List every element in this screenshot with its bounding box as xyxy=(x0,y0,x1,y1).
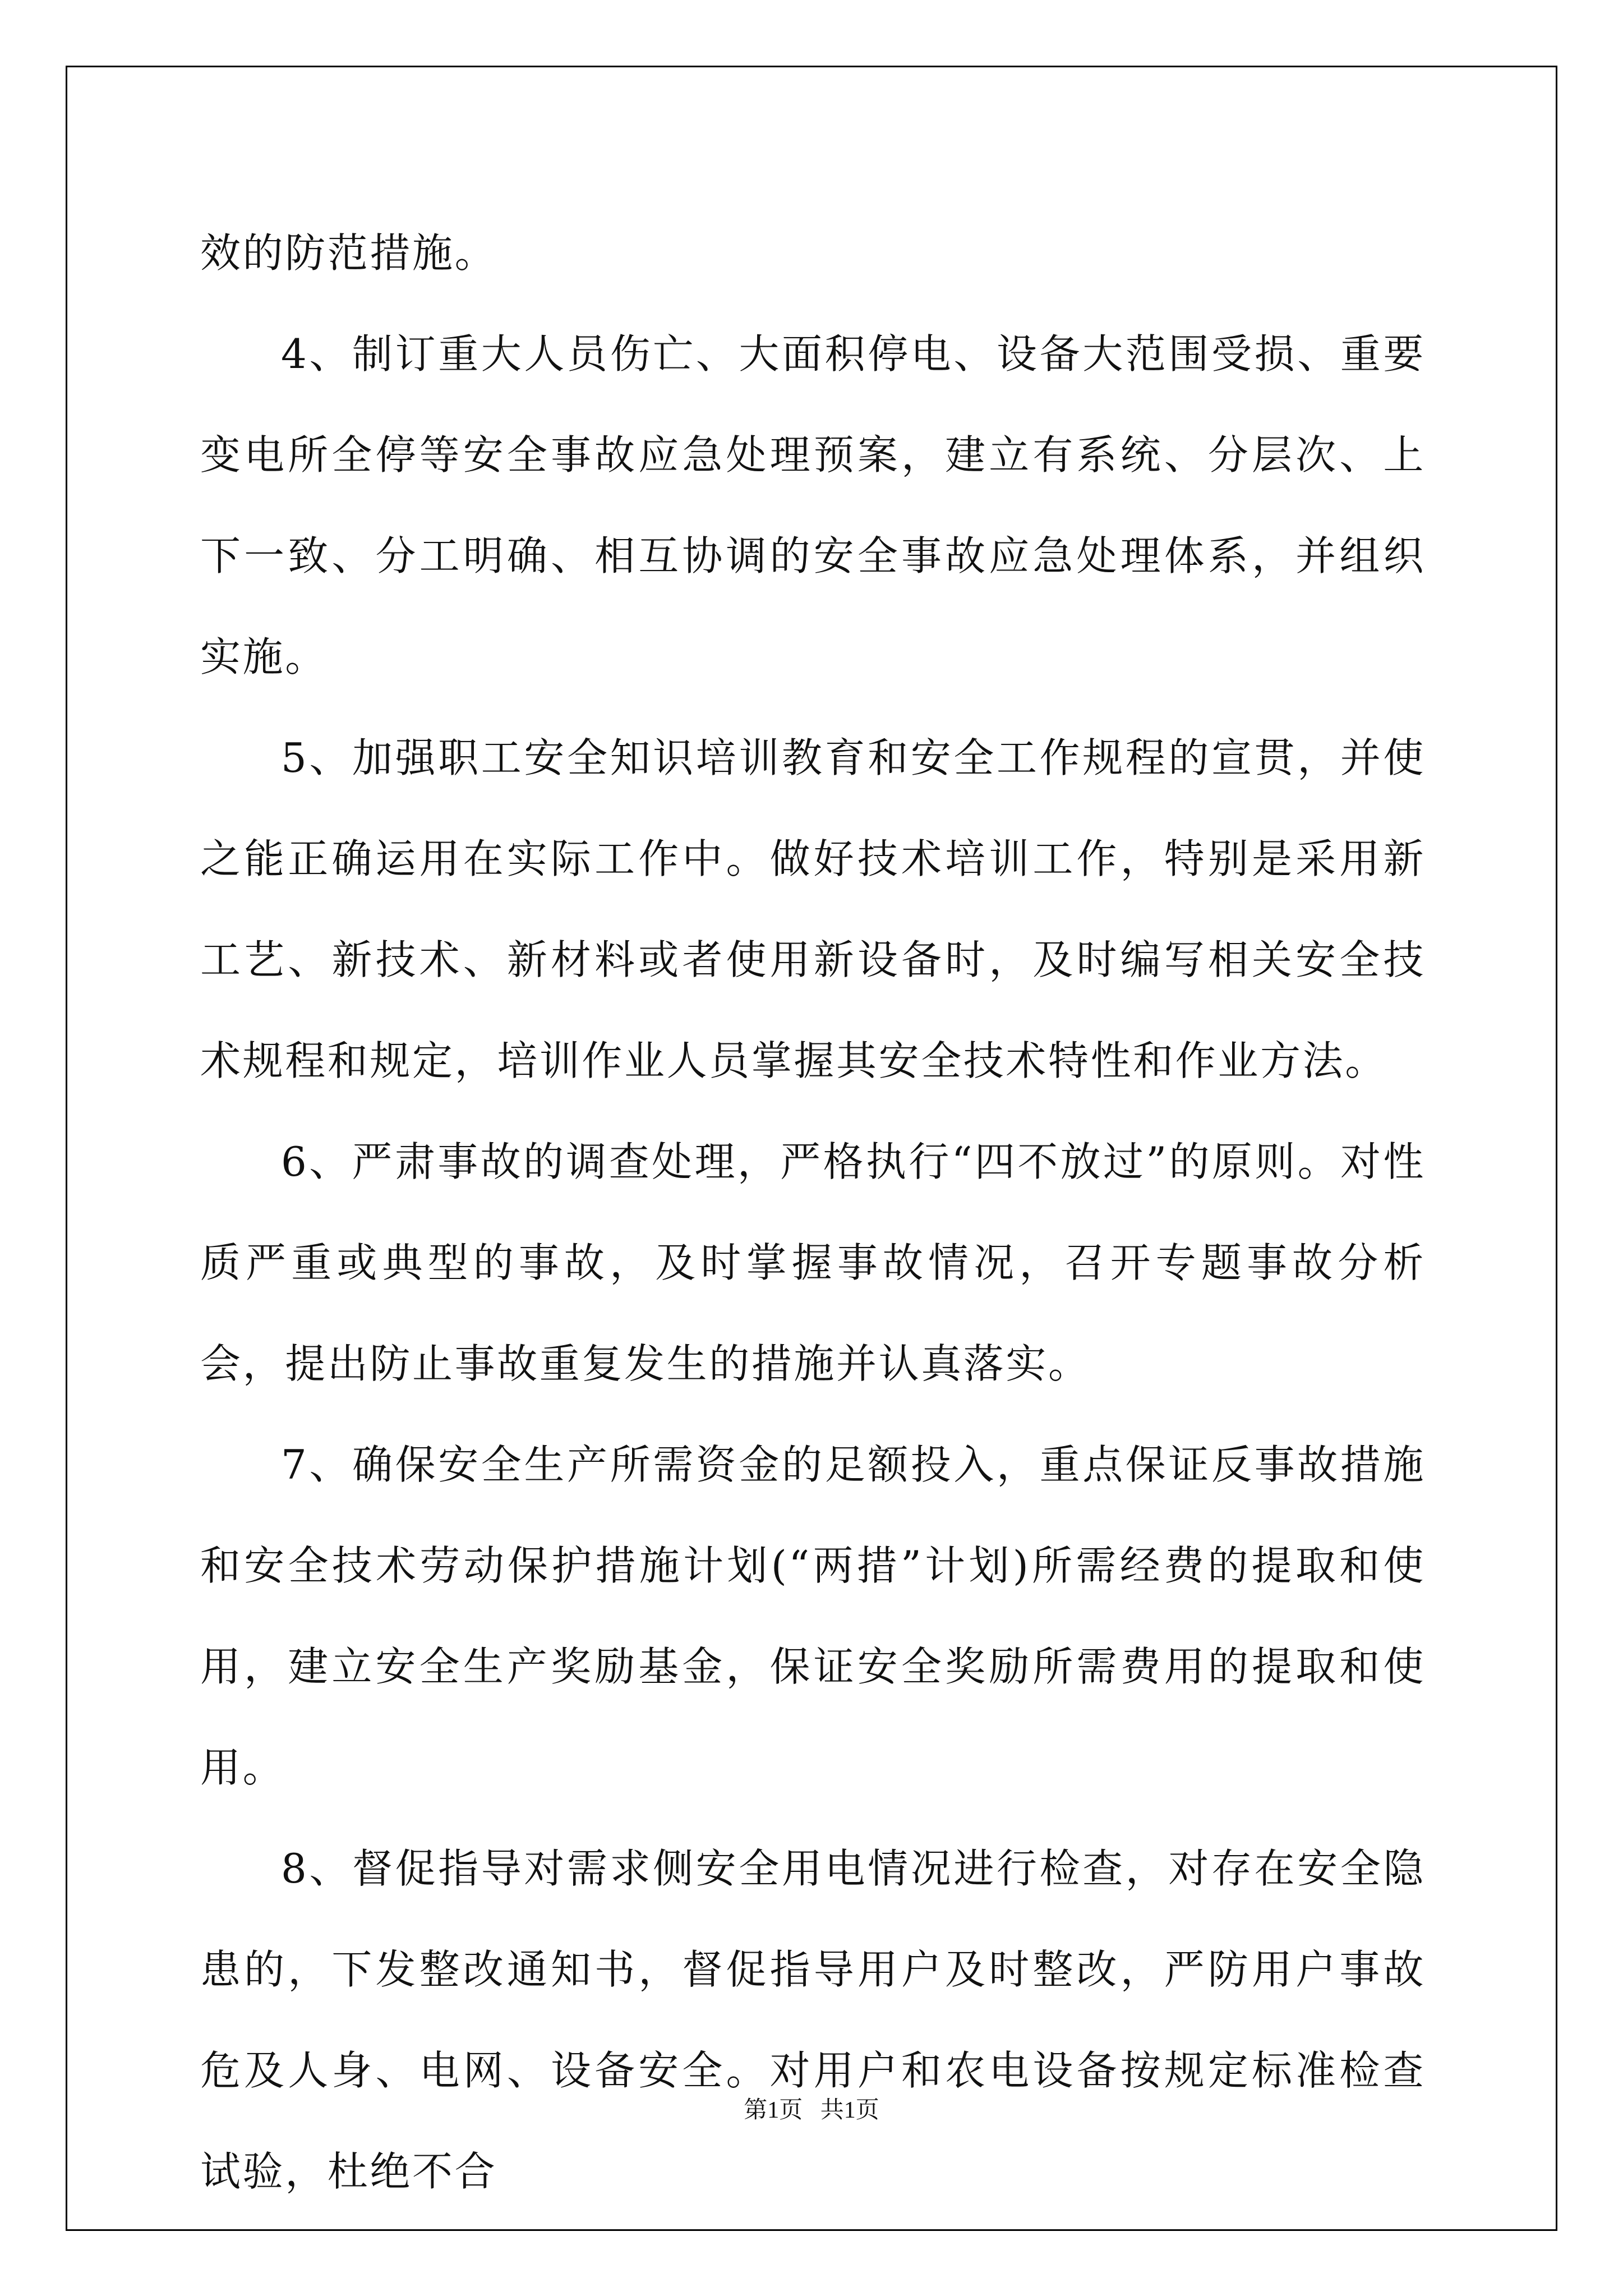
document-body xyxy=(200,203,1426,2222)
paragraph-fragment: 效的防范措施。 xyxy=(200,229,497,277)
paragraph-item-6: 6、严肃事故的调查处理，严格执行“四不放过”的原则。对性质严重或典型的事故，及时掌握事故情况，召开专题事故分析会，提出防止事故重复发生的措施并认真落实。 xyxy=(200,1138,1426,1387)
paragraph-item-5: 5、加强职工安全知识培训教育和安全工作规程的宣贯，并使之能正确运用在实际工作中。做好技术培训工作，特别是采用新工艺、新技术、新材料或者使用新设备时，及时编写相关安全技术规程和规定，培训作业人员掌握其安全技术特性和作业方法。 xyxy=(200,734,1426,1084)
paragraph-item-4: 4、制订重大人员伤亡、大面积停电、设备大范围受损、重要变电所全停等安全事故应急处理预案，建立有系统、分层次、上下一致、分工明确、相互协调的安全事故应急处理体系，并组织实施。 xyxy=(200,330,1426,680)
paragraph-item-7: 7、确保安全生产所需资金的足额投入，重点保证反事故措施和安全技术劳动保护措施计划(“两措”计划)所需经费的提取和使用，建立安全生产奖励基金，保证安全奖励所需费用的提取和使用。 xyxy=(200,1441,1426,1791)
page-footer: 第1页 共1页 xyxy=(744,2097,879,2123)
paragraph-item-8: 8、督促指导对需求侧安全用电情况进行检查，对存在安全隐患的，下发整改通知书，督促指导用户及时整改，严防用户事故危及人身、电网、设备安全。对用户和农电设备按规定标准检查试验，杜绝不合 xyxy=(200,1845,1426,2195)
